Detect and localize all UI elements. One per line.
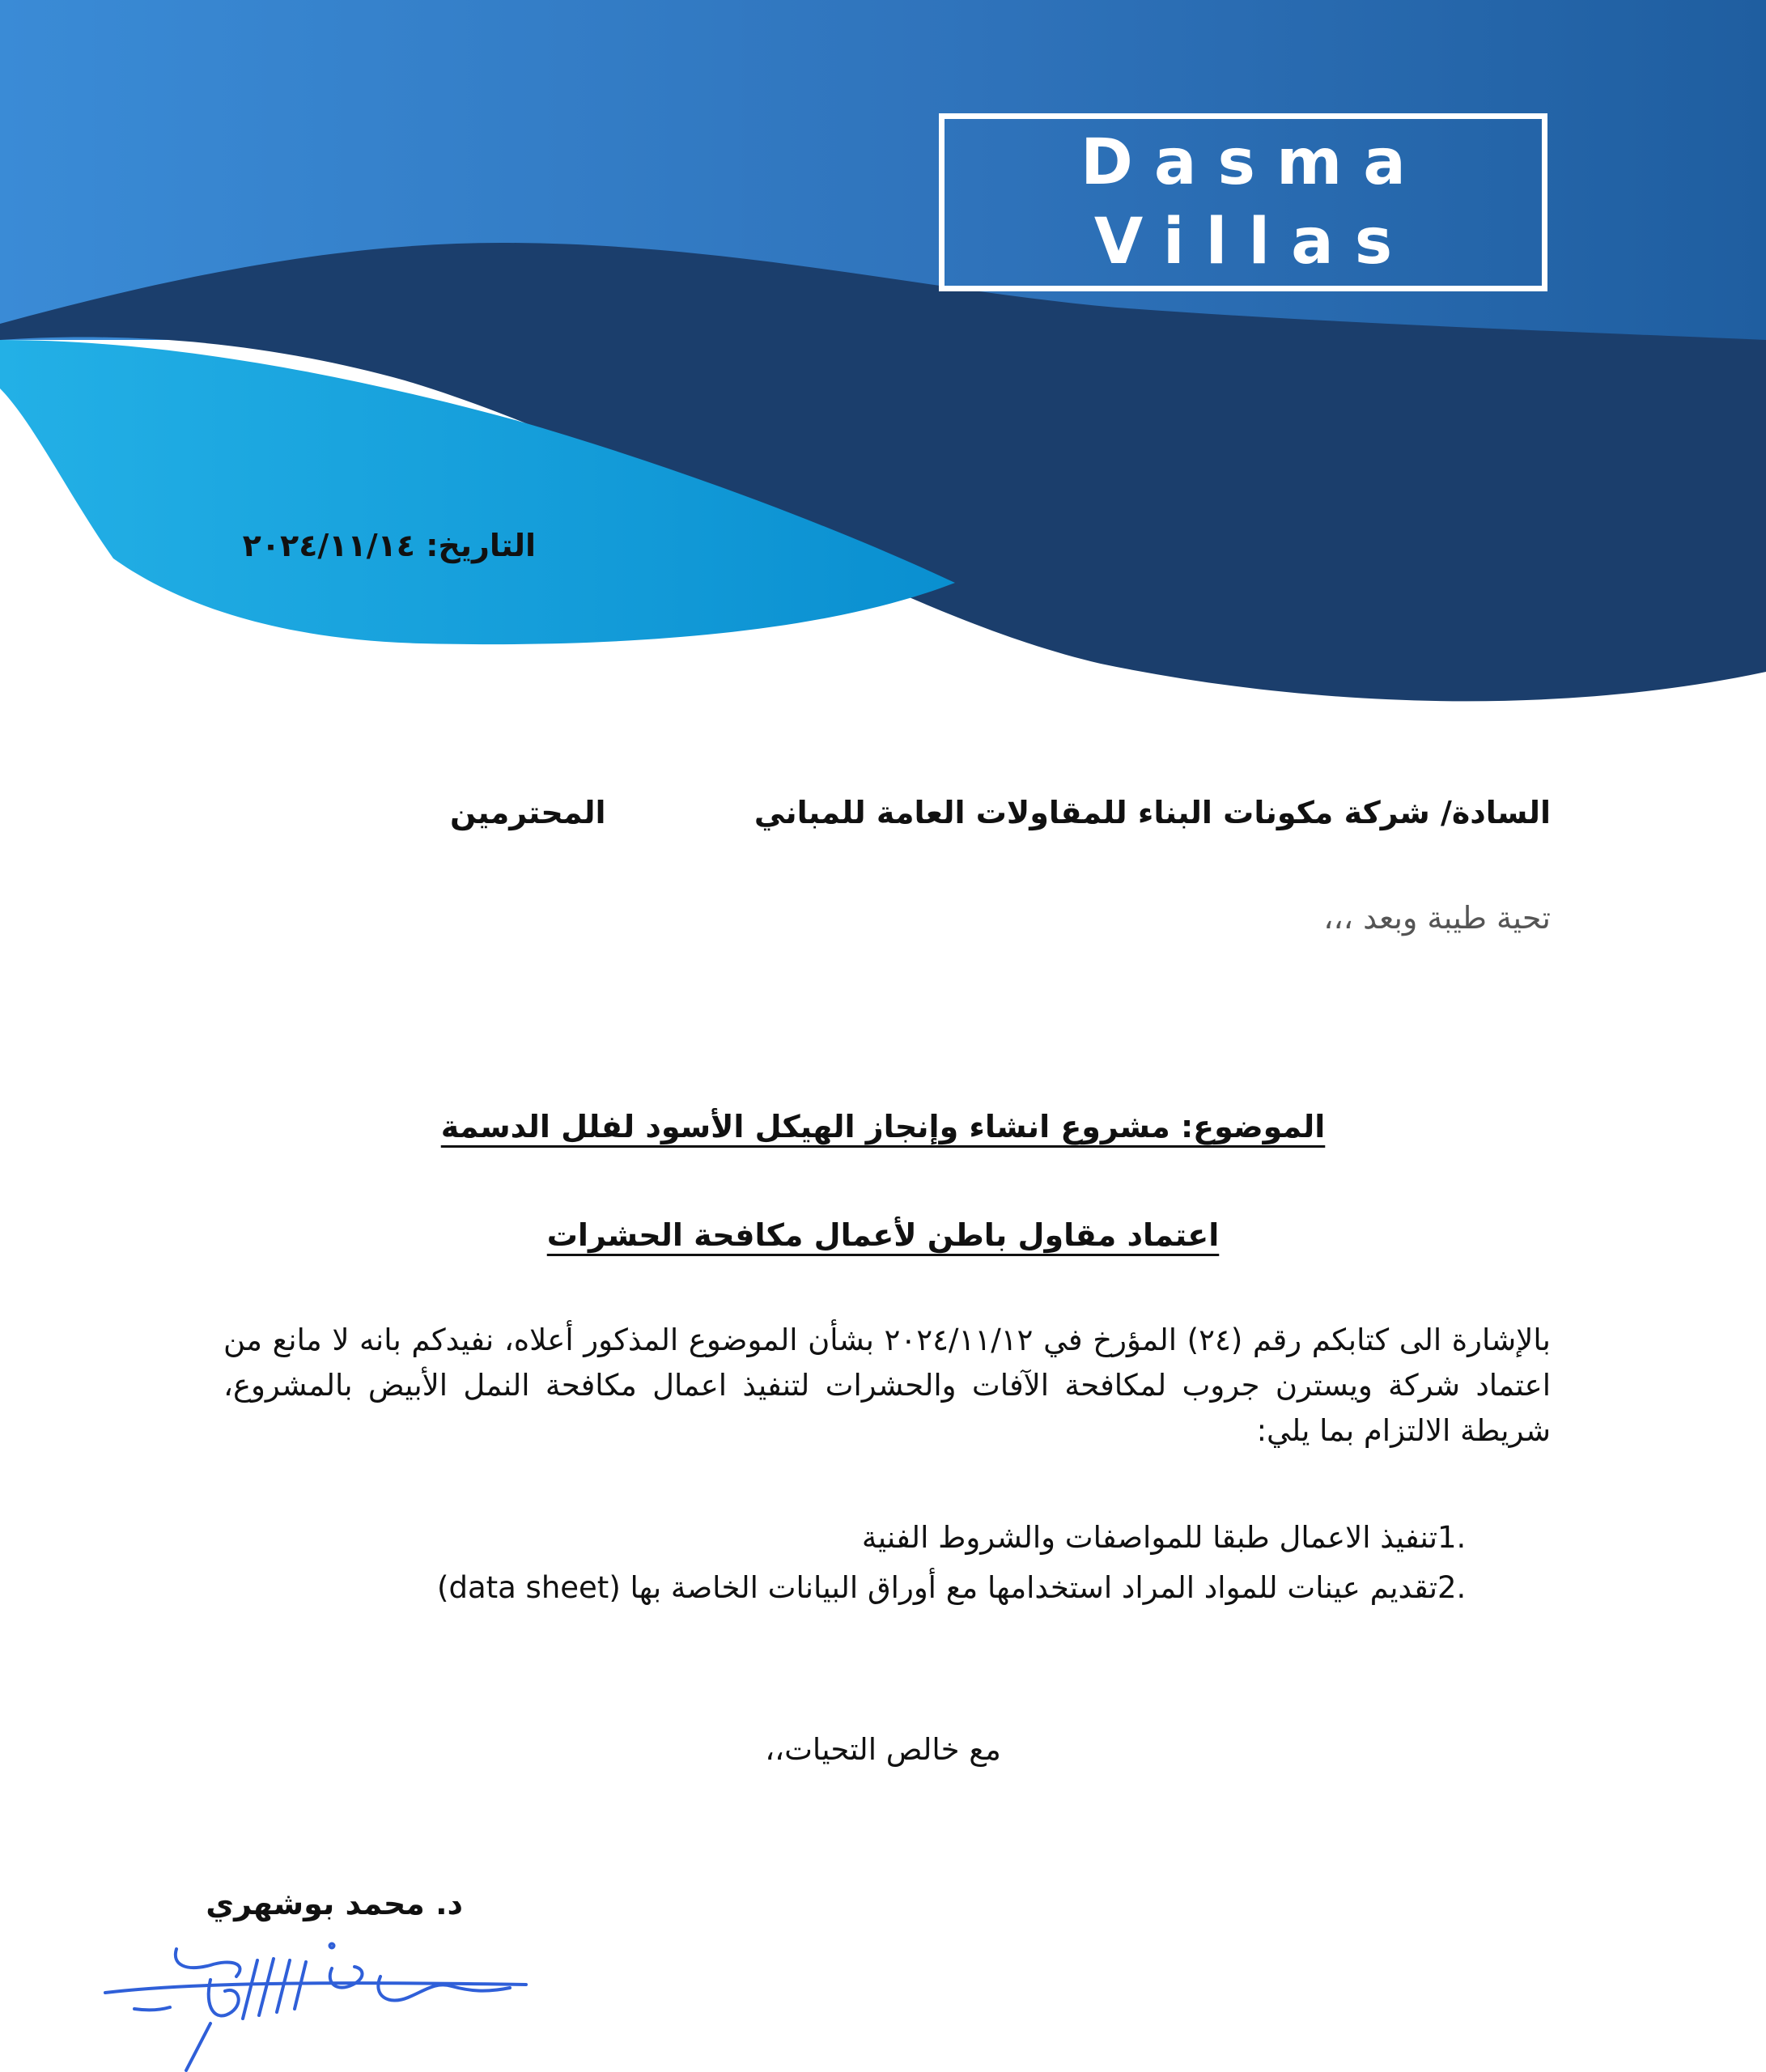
header-wave-banner <box>0 0 1766 712</box>
handwritten-signature <box>89 1934 542 2072</box>
logo-word-villas: Villas <box>1093 206 1414 278</box>
list-item <box>163 1570 1499 1620</box>
greeting: تحية طيبة وبعد ،،، <box>1323 900 1551 936</box>
approval-title <box>0 1217 1766 1253</box>
approval-title-text: اعتماد مقاول باطن لأعمال مكافحة الحشرات <box>546 1217 1220 1253</box>
addressee: السادة/ شركة مكونات البناء للمقاولات العامة للمباني <box>754 795 1551 830</box>
closing-salutation: مع خالص التحيات،، <box>765 1732 1001 1767</box>
company-logo <box>939 113 1547 291</box>
subject-text: الموضوع: مشروع انشاء وإنجاز الهيكل الأسود لفلل الدسمة <box>440 1109 1326 1144</box>
body-paragraph: بالإشارة الى كتابكم رقم (٢٤) المؤرخ في ٢٠٢٤/١١/١٢ بشأن الموضوع المذكور أعلاه، نفيدكم بانه لا مانع من اعتماد شركة ويسترن جروب لمكافحة الآفات والحشرات لتنفيذ اعمال مكافحة النمل الأبيض بالمشروع، شريطة الالتزام بما يلي: <box>223 1323 1551 1448</box>
list-item-text: تنفيذ الاعمال طبقا للمواصفات والشروط الفنية <box>861 1520 1437 1555</box>
list-item <box>163 1520 1499 1570</box>
list-item-text: تقديم عينات للمواد المراد استخدامها مع أوراق البيانات الخاصة بها (data sheet) <box>437 1570 1437 1605</box>
conditions-list <box>163 1520 1499 1620</box>
letter-date: التاريخ: ٢٠٢٤/١١/١٤ <box>242 528 536 563</box>
list-item-number: 1. <box>1437 1520 1467 1555</box>
logo-word-dasma: Dasma <box>1080 126 1427 199</box>
list-item-number: 2. <box>1437 1570 1467 1605</box>
addressee-honorific: المحترمين <box>450 795 606 830</box>
subject-line <box>0 1109 1766 1144</box>
signatory-name: د. محمد بوشهري <box>206 1886 463 1921</box>
